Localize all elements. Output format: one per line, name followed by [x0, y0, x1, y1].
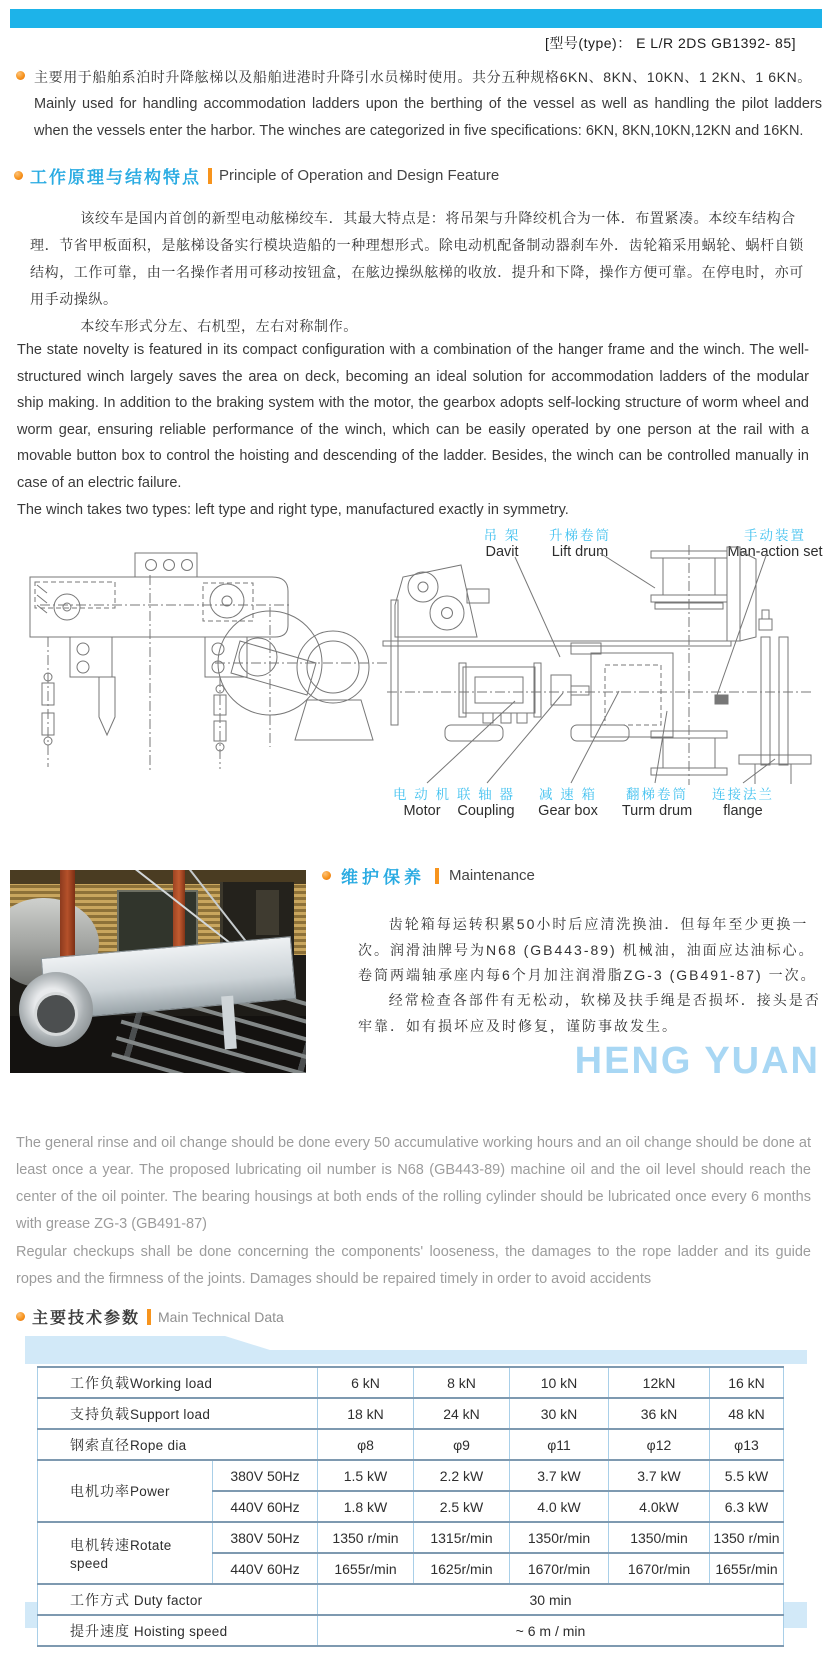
cell: 1350r/min	[510, 1522, 609, 1553]
section-maintenance-header	[322, 863, 535, 888]
bullet-icon	[16, 1312, 25, 1321]
cell: 1670r/min	[510, 1553, 609, 1584]
cell: 1670r/min	[609, 1553, 710, 1584]
cell: 1625r/min	[414, 1553, 510, 1584]
heng-yuan-watermark: HENG YUAN	[574, 1040, 820, 1082]
section-title-en: Principle of Operation and Design Feature	[219, 167, 500, 184]
section-principle-header	[14, 163, 499, 188]
cell: φ9	[414, 1429, 510, 1460]
row-label: 电机转速Rotate speed	[38, 1522, 213, 1584]
cell: 3.7 kW	[510, 1460, 609, 1491]
top-accent-bar	[10, 9, 822, 28]
section-title-en: Maintenance	[449, 867, 535, 884]
section-divider-bar	[435, 868, 439, 884]
diagram-label-motor: 电 动 机 Motor	[392, 787, 452, 819]
cell: φ11	[510, 1429, 609, 1460]
cell-span: ~ 6 m / min	[318, 1615, 784, 1646]
table-row	[38, 1398, 784, 1429]
section-divider-bar	[147, 1309, 151, 1325]
cell: 2.5 kW	[414, 1491, 510, 1522]
cell: 12kN	[609, 1367, 710, 1398]
diagram-label-man-action: 手动装置 Man-action set	[727, 528, 823, 560]
maintenance-zh-p1: 齿轮箱每运转积累50小时后应清洗换油．但每年至少更换一次。润滑油牌号为N68 (GB443-89) 机械油，油面应达油标心。卷筒两端轴承座内每6个月加注润滑脂ZG-3 (GB491-87) 一次。	[358, 916, 817, 983]
cell: 48 kN	[710, 1398, 784, 1429]
winch-technical-drawing	[15, 545, 815, 785]
cell: 24 kN	[414, 1398, 510, 1429]
winch-photo	[10, 870, 306, 1073]
diagram-label-coupling: 联 轴 器 Coupling	[456, 787, 516, 819]
intro-zh: 主要用于船舶系泊时升降舷梯以及船舶进港时升降引水员梯时使用。共分五种规格6KN、8KN、10KN、1 2KN、1 6KN。	[34, 69, 812, 85]
cell: φ13	[710, 1429, 784, 1460]
section-tech-header	[16, 1305, 284, 1328]
principle-zh-p2: 本绞车形式分左、右机型，左右对称制作。	[80, 318, 358, 334]
table-row	[38, 1615, 784, 1646]
cell: 10 kN	[510, 1367, 609, 1398]
section-title-zh: 工作原理与结构特点	[30, 168, 201, 187]
row-label: 工作方式 Duty factor	[38, 1584, 318, 1615]
cell: φ12	[609, 1429, 710, 1460]
cell: 3.7 kW	[609, 1460, 710, 1491]
cell: φ8	[318, 1429, 414, 1460]
cell: 6.3 kW	[710, 1491, 784, 1522]
cell: 18 kN	[318, 1398, 414, 1429]
principle-en-p2: The winch takes two types: left type and right type, manufactured exactly in symmetry.	[17, 502, 569, 518]
cell: 1655r/min	[318, 1553, 414, 1584]
principle-zh-p1: 该绞车是国内首创的新型电动舷梯绞车．其最大特点是：将吊架与升降绞机合为一体．布置紧凑。本绞车结构合理．节省甲板面积，是舷梯设备实行模块造船的一种理想形式。除电动机配备制动器刹车外．齿轮箱采用蜗轮、蜗杆自锁结构，工作可靠，由一名操作者用可移动按钮盒，在舷边操纵舷梯的收放．提升和下降，操作方便可靠。在停电时，亦可用手动操纵。	[30, 210, 804, 307]
cell: 6 kN	[318, 1367, 414, 1398]
table-row	[38, 1584, 784, 1615]
cell: 36 kN	[609, 1398, 710, 1429]
photo-machinery-2	[256, 890, 280, 935]
maintenance-zh-p2: 经常检查各部件有无松动，软梯及扶手绳是否损坏．接头是否牢靠．如有损坏应及时修复，谨防事故发生。	[358, 992, 821, 1034]
table-row	[38, 1429, 784, 1460]
table-tab-shape	[25, 1336, 270, 1350]
row-label: 支持负载Support load	[38, 1398, 318, 1429]
section-title-zh: 维护保养	[341, 868, 425, 887]
row-label: 工作负载Working load	[38, 1367, 318, 1398]
cell: 5.5 kW	[710, 1460, 784, 1491]
cell: 1.8 kW	[318, 1491, 414, 1522]
model-type-label: [型号(type)： E L/R 2DS GB1392- 85]	[545, 35, 796, 51]
row-label: 钢索直径Rope dia	[38, 1429, 318, 1460]
cell: 1350/min	[609, 1522, 710, 1553]
cell: 30 kN	[510, 1398, 609, 1429]
table-row	[38, 1460, 784, 1491]
cell: 1315r/min	[414, 1522, 510, 1553]
diagram-label-flange: 连接法兰 flange	[712, 787, 774, 819]
cell: 2.2 kW	[414, 1460, 510, 1491]
table-row	[38, 1367, 784, 1398]
diagram-label-turn-drum: 翻梯卷筒 Turm drum	[621, 787, 693, 819]
technical-data-table	[37, 1366, 784, 1647]
row-label: 电机功率Power	[38, 1460, 213, 1522]
diagram-label-gearbox: 减 速 箱 Gear box	[538, 787, 598, 819]
cell: 1655r/min	[710, 1553, 784, 1584]
cell-span: 30 min	[318, 1584, 784, 1615]
condition-cell: 380V 50Hz	[213, 1522, 318, 1553]
cell: 1350 r/min	[318, 1522, 414, 1553]
cell: 4.0kW	[609, 1491, 710, 1522]
diagram-label-lift-drum: 升梯卷筒 Lift drum	[549, 528, 611, 560]
bullet-icon	[16, 71, 25, 80]
condition-cell: 380V 50Hz	[213, 1460, 318, 1491]
principle-en-p1: The state novelty is featured in its compact configuration with a combination of the hanger frame and the winch. The well-structured winch largely saves the area on deck, becoming an ideal solution for accommodation ladders of the modular ship making. In addition to the braking system with the motor, the gearbox adopts self-locking structure of worm wheel and worm gear, ensuring reliable performance of the winch, which can be easily operated by one person at the rail with a movable button box to control the hoisting and descending of the ladder. Besides, the winch can be controlled manually in case of an electric failure.	[17, 342, 809, 491]
cell: 8 kN	[414, 1367, 510, 1398]
table-top-band	[25, 1350, 807, 1364]
condition-cell: 440V 60Hz	[213, 1553, 318, 1584]
section-title-en: Main Technical Data	[158, 1308, 284, 1325]
diagram-label-davit: 吊 架 Davit	[483, 528, 521, 560]
intro-en: Mainly used for handling accommodation ladders upon the berthing of the vessel as well as handling the pilot ladders when the vessels enter the harbor. The winches are categorized in five specifications: 6KN, 8KN,10KN,12KN and 16KN.	[34, 96, 822, 139]
cell: 1.5 kW	[318, 1460, 414, 1491]
maintenance-en-p1: The general rinse and oil change should be done every 50 accumulative working hours and an oil change should be done at least once a year. The proposed lubricating oil number is N68 (GB443-89) machine oil and the oil level should reach the center of the oil pointer. The bearing housings at both ends of the rolling cylinder should be lubricated once every 6 months with grease ZG-3 (GB491-87)	[16, 1135, 811, 1232]
cell: 1350 r/min	[710, 1522, 784, 1553]
maintenance-en-p2: Regular checkups shall be done concerning the components' looseness, the damages to the rope ladder and its guide ropes and the firmness of the joints. Damages should be repaired timely in order to avoid accidents	[16, 1244, 811, 1287]
row-label: 提升速度 Hoisting speed	[38, 1615, 318, 1646]
section-title-zh: 主要技术参数	[32, 1310, 141, 1327]
cell: 4.0 kW	[510, 1491, 609, 1522]
bullet-icon	[322, 871, 331, 880]
bullet-icon	[14, 171, 23, 180]
cell: 16 kN	[710, 1367, 784, 1398]
table-row	[38, 1522, 784, 1553]
condition-cell: 440V 60Hz	[213, 1491, 318, 1522]
section-divider-bar	[208, 168, 212, 184]
